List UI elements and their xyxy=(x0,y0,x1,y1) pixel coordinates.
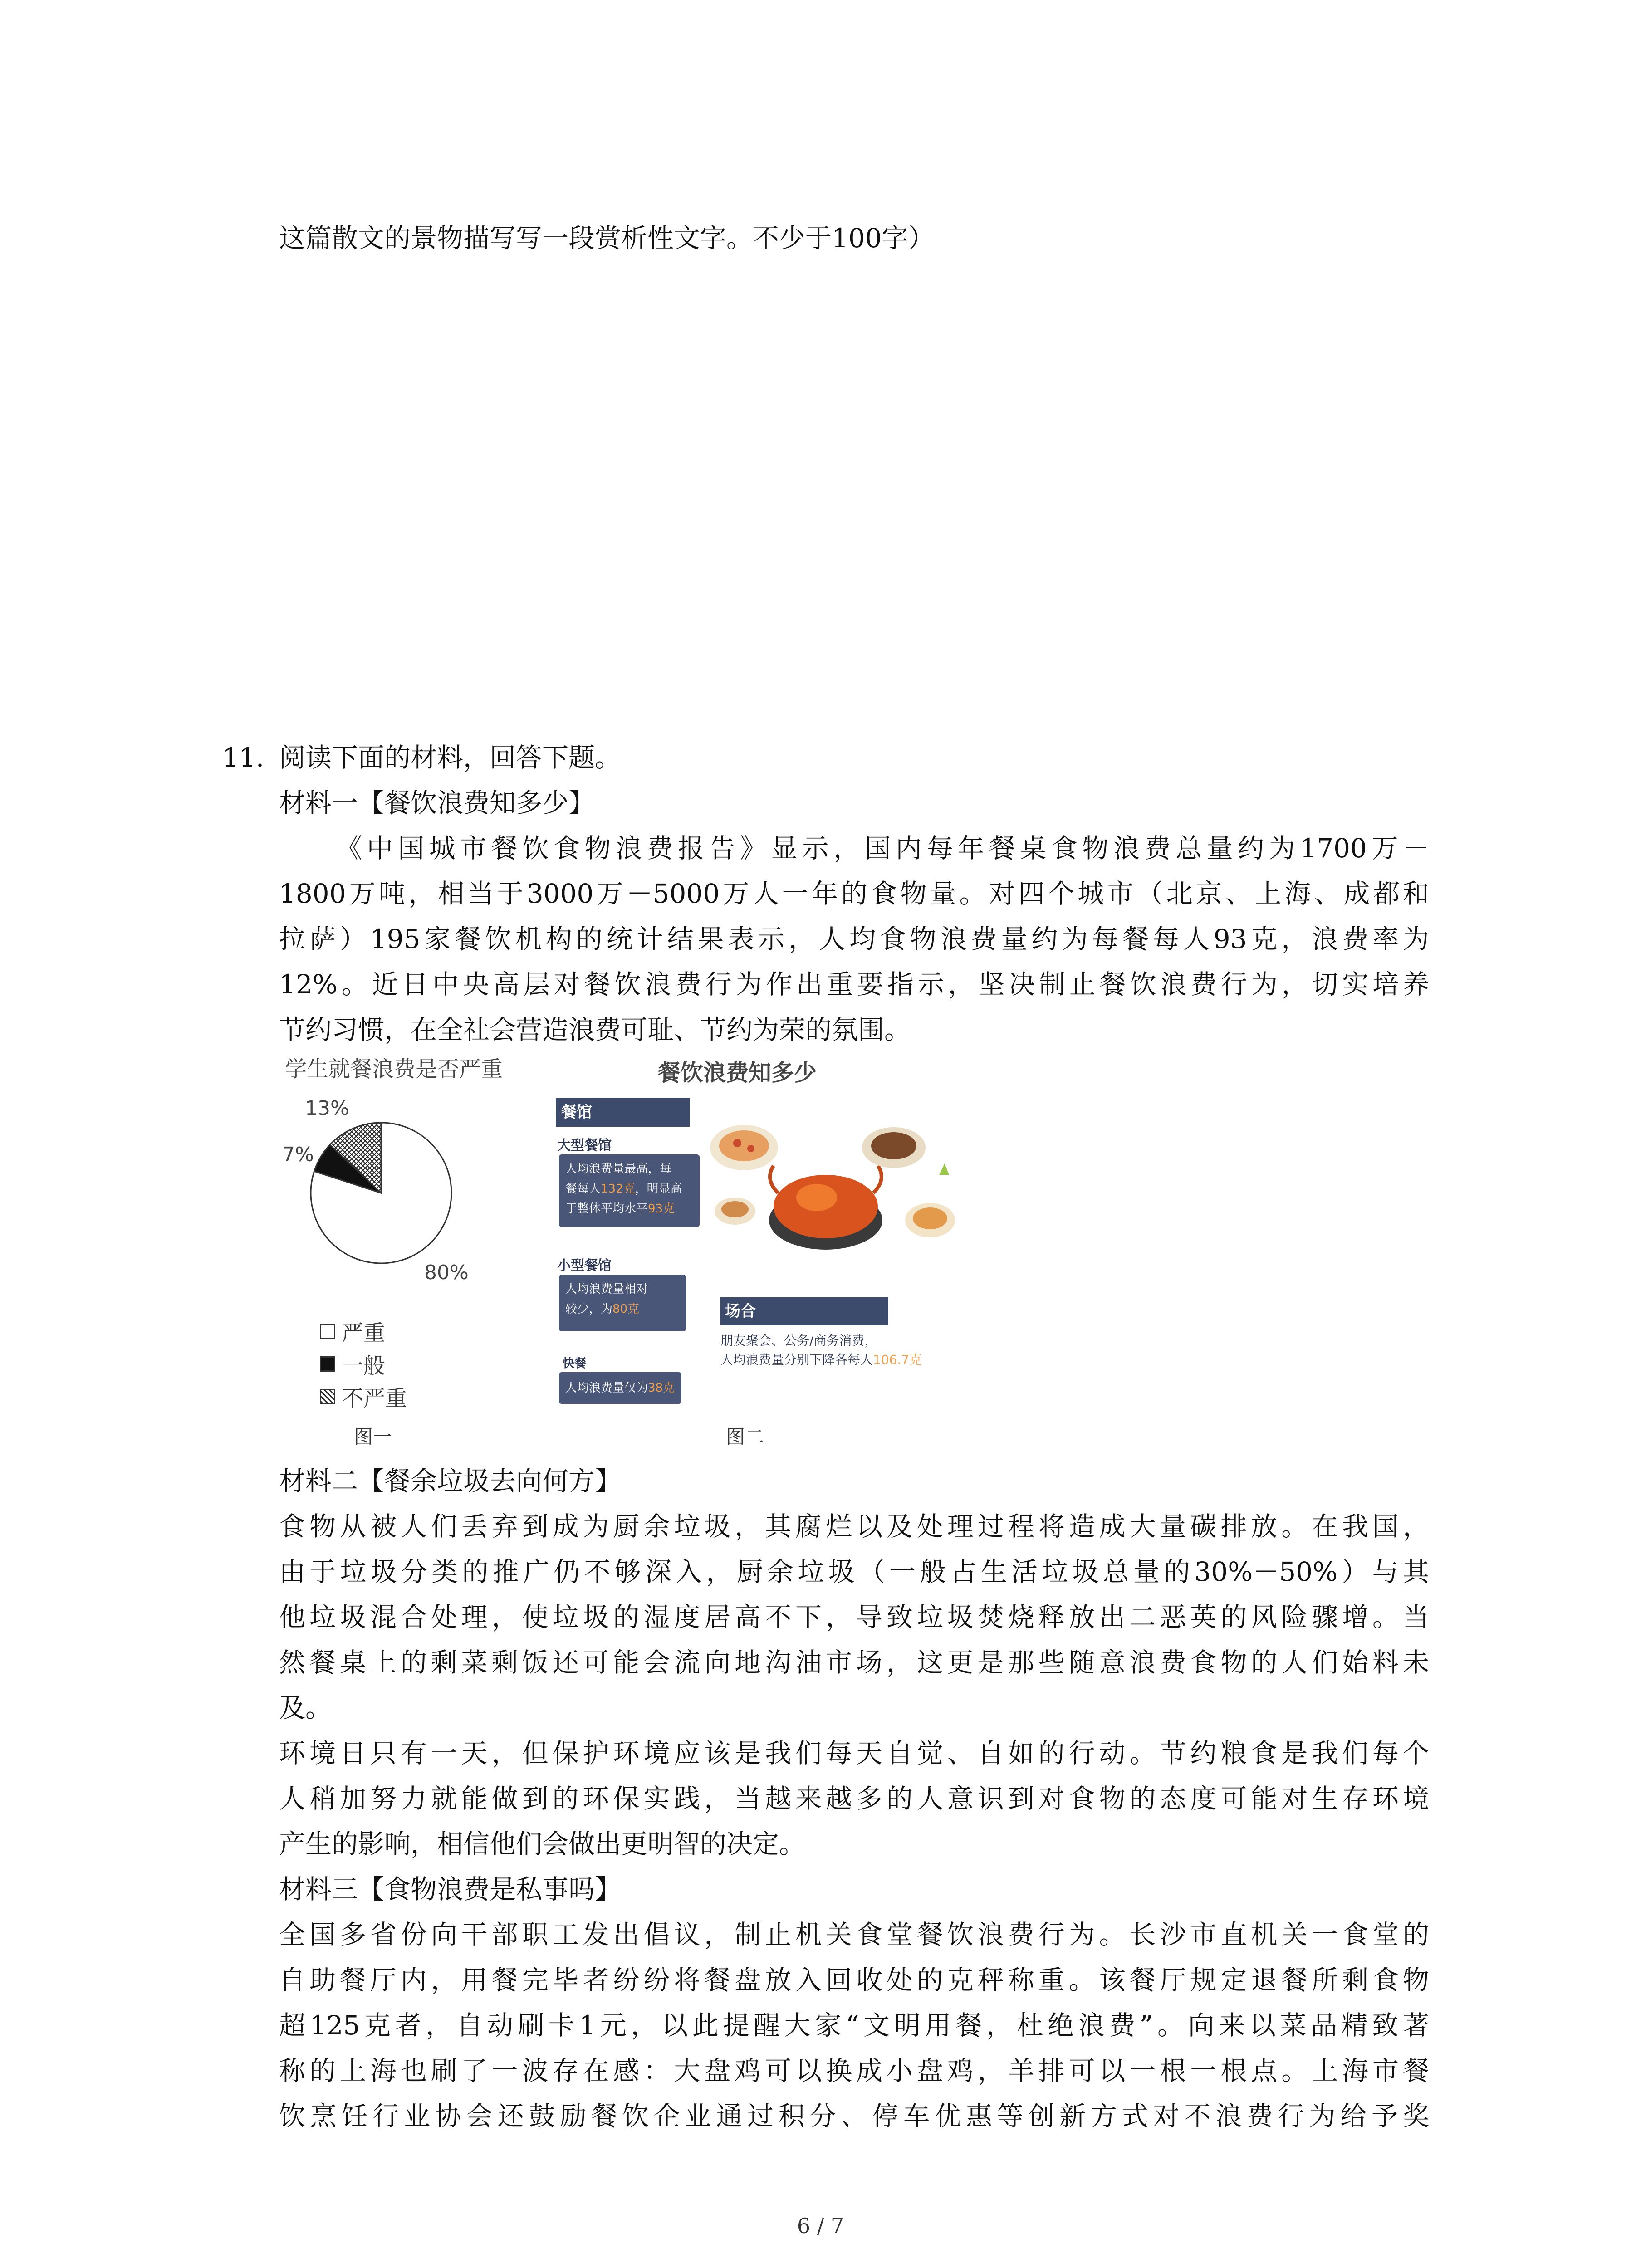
material2-line: 他垃圾混合处理，使垃圾的湿度居高不下，导致垃圾焚烧释放出二恶英的风险骤增。当 xyxy=(279,1602,1429,1633)
material3-line: 自助餐厅内，用餐完毕者纷纷将餐盘放入回收处的克秤称重。该餐厅规定退餐所剩食物 xyxy=(279,1965,1429,1995)
large-text: 人均浪费量最高，每 xyxy=(565,1162,672,1176)
average-value: 93克 xyxy=(648,1202,675,1216)
small-value: 80克 xyxy=(612,1302,640,1316)
large-value: 132克 xyxy=(601,1182,635,1196)
large-text: 餐每人 xyxy=(565,1182,601,1196)
scene-text xyxy=(720,1331,975,1369)
fast-food-panel xyxy=(559,1372,681,1404)
material3-heading: 材料三【食物浪费是私事吗】 xyxy=(279,1874,622,1905)
material2-heading: 材料二【餐余垃圾去向何方】 xyxy=(279,1466,622,1496)
material2-line: 然餐桌上的剩菜剩饭还可能会流向地沟油市场，这更是那些随意浪费食物的人们始料未 xyxy=(279,1647,1429,1678)
large-text: 于整体平均水平 xyxy=(565,1202,648,1216)
material1-line: 节约习惯，在全社会营造浪费可耻、节约为荣的氛围。 xyxy=(279,1014,911,1045)
question-number: 11. xyxy=(222,742,265,773)
material3-line: 全国多省份向干部职工发出倡议，制止机关食堂餐饮浪费行为。长沙市直机关一食堂的 xyxy=(279,1919,1429,1950)
large-restaurant-label: 大型餐馆 xyxy=(557,1138,612,1154)
filled-square-icon xyxy=(320,1356,335,1372)
figure2-caption: 图二 xyxy=(726,1426,764,1448)
empty-square-icon xyxy=(320,1324,335,1339)
legend-item-serious xyxy=(320,1315,385,1347)
scene-value: 106.7克 xyxy=(873,1352,922,1367)
material2-line: 由于垃圾分类的推广仍不够深入，厨余垃圾（一般占生活垃圾总量的30%－50%）与其 xyxy=(279,1556,1429,1587)
legend-label: 不严重 xyxy=(342,1386,407,1411)
small-restaurant-label: 小型餐馆 xyxy=(557,1258,612,1274)
page-number: 6 / 7 xyxy=(797,2214,844,2238)
figure1-title: 学生就餐浪费是否严重 xyxy=(285,1056,503,1082)
material2-line: 产生的影响，相信他们会做出更明智的决定。 xyxy=(279,1828,806,1859)
hatched-square-icon xyxy=(320,1389,335,1404)
previous-question-tail: 这篇散文的景物描写写一段赏析性文字。不少于100字） xyxy=(279,223,935,254)
scene-line: 人均浪费量分别下降各每人 xyxy=(720,1352,873,1367)
restaurant-header: 餐馆 xyxy=(556,1098,690,1127)
large-text: ，明显高 xyxy=(635,1182,682,1196)
small-text: 人均浪费量相对 xyxy=(565,1282,648,1296)
material2-line: 食物从被人们丢弃到成为厨余垃圾，其腐烂以及处理过程将造成大量碳排放。在我国， xyxy=(279,1511,1429,1542)
fast-text: 人均浪费量仅为 xyxy=(565,1381,648,1395)
figure2-title: 餐饮浪费知多少 xyxy=(658,1060,817,1086)
fast-food-label: 快餐 xyxy=(563,1357,587,1370)
pie-label-7: 7% xyxy=(282,1143,314,1166)
figure1-caption: 图一 xyxy=(354,1426,392,1448)
legend-item-average xyxy=(320,1348,385,1379)
legend-label: 一般 xyxy=(342,1353,386,1378)
pie-chart xyxy=(290,1102,472,1284)
material2-line: 环境日只有一天，但保护环境应该是我们每天自觉、自如的行动。节约粮食是我们每个 xyxy=(279,1738,1429,1769)
material1-heading: 材料一【餐饮浪费知多少】 xyxy=(279,787,595,818)
small-restaurant-panel xyxy=(559,1275,686,1331)
material1-line: 《中国城市餐饮食物浪费报告》显示，国内每年餐桌食物浪费总量约为1700万－ xyxy=(336,833,1429,864)
scene-header: 场合 xyxy=(720,1297,888,1325)
legend-label: 严重 xyxy=(342,1320,386,1346)
large-restaurant-panel xyxy=(559,1154,700,1227)
material3-line: 饮烹饪行业协会还鼓励餐饮企业通过积分、停车优惠等创新方式对不浪费行为给予奖 xyxy=(279,2101,1429,2131)
pie-label-80: 80% xyxy=(424,1261,469,1284)
fast-value: 38克 xyxy=(648,1381,675,1395)
question-prompt: 阅读下面的材料，回答下题。 xyxy=(279,742,622,773)
material1-line: 12%。近日中央高层对餐饮浪费行为作出重要指示，坚决制止餐饮浪费行为，切实培养 xyxy=(279,969,1429,1000)
material1-line: 1800万吨，相当于3000万－5000万人一年的食物量。对四个城市（北京、上海、成都和 xyxy=(279,878,1429,909)
material2-line: 及。 xyxy=(279,1692,332,1723)
material2-line: 人稍加努力就能做到的环保实践，当越来越多的人意识到对食物的态度可能对生存环境 xyxy=(279,1783,1429,1814)
material1-line: 拉萨）195家餐饮机构的统计结果表示，人均食物浪费量约为每餐每人93克，浪费率为 xyxy=(279,924,1429,954)
scene-line: 朋友聚会、公务/商务消费， xyxy=(720,1333,877,1348)
material3-line: 超125克者，自动刷卡1元，以此提醒大家“文明用餐，杜绝浪费”。向来以菜品精致著 xyxy=(279,2010,1429,2041)
small-text: 较少，为 xyxy=(565,1302,613,1316)
legend-item-not-serious xyxy=(320,1381,407,1412)
pie-label-13: 13% xyxy=(305,1097,349,1120)
food-dishes-illustration xyxy=(703,1107,957,1275)
material3-line: 称的上海也刷了一波存在感：大盘鸡可以换成小盘鸡，羊排可以一根一根点。上海市餐 xyxy=(279,2055,1429,2086)
